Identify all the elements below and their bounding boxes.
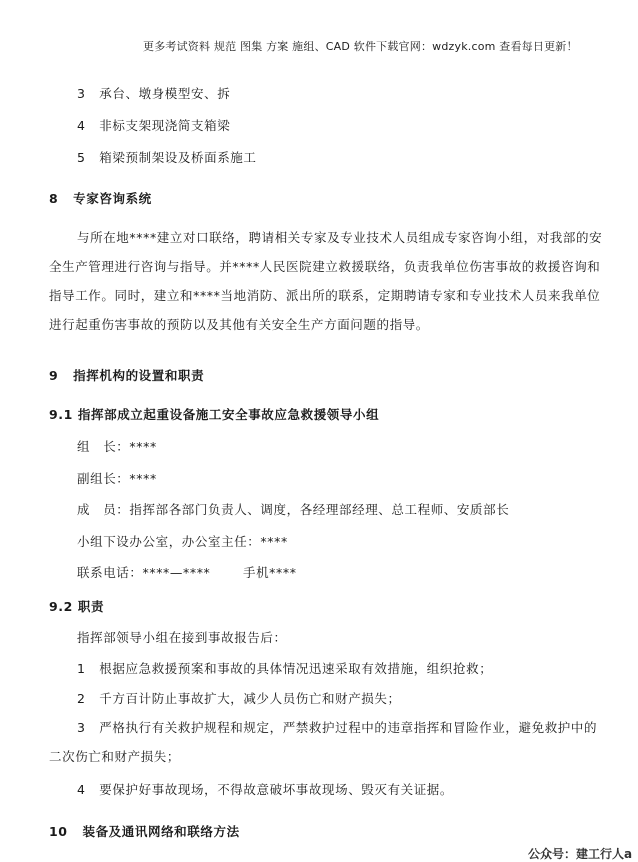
- leader-line: 组 长：****: [77, 439, 157, 454]
- list-item: [77, 148, 257, 166]
- list-text: 非标支架现浇简支箱梁: [99, 118, 231, 133]
- duty-number: 2: [77, 691, 86, 706]
- duty-item: [77, 689, 401, 707]
- duty-number: 4: [77, 782, 86, 797]
- phone-line: [77, 563, 297, 581]
- list-number: 5: [77, 150, 86, 165]
- section-10-heading: [49, 822, 240, 840]
- duties-intro: 指挥部领导小组在接到事故报告后：: [77, 630, 287, 645]
- section-8-heading: [49, 189, 152, 207]
- section-8-body: [49, 223, 606, 339]
- list-number: 3: [77, 86, 86, 101]
- section-9-heading: [49, 366, 204, 384]
- watermark: 公众号：建工行人a: [528, 847, 633, 861]
- section-title: 职责: [77, 599, 105, 614]
- list-item: [77, 116, 230, 134]
- section-title: 装备及通讯网络和联络方法: [82, 824, 240, 839]
- section-9-1-heading: [49, 405, 379, 423]
- members-line: 成 员：指挥部各部门负责人、调度，各经理部经理、总工程师、安质部长: [77, 502, 510, 517]
- duty-item: [77, 780, 453, 798]
- section-title: 专家咨询系统: [73, 191, 152, 206]
- phone-number: 联系电话：****—****: [77, 565, 211, 580]
- list-item: [77, 84, 230, 102]
- section-number: 9.2: [49, 599, 73, 614]
- section-title: 指挥部成立起重设备施工安全事故应急救援领导小组: [77, 407, 380, 422]
- duty-number: 1: [77, 661, 86, 676]
- section-number: 9.1: [49, 407, 73, 422]
- duty-number: 3: [77, 720, 86, 735]
- list-number: 4: [77, 118, 86, 133]
- office-line: 小组下设办公室，办公室主任：****: [77, 534, 288, 549]
- section-9-2-heading: [49, 597, 104, 615]
- list-text: 承台、墩身模型安、拆: [99, 86, 231, 101]
- duty-text: 严格执行有关救护规程和规定，严禁救护过程中的违章指挥和冒险作业，避免救护中的二次伤亡和财产损失；: [49, 720, 598, 764]
- section-number: 9: [49, 368, 59, 383]
- duty-text: 根据应急救援预案和事故的具体情况迅速采取有效措施，组织抢救；: [99, 661, 493, 676]
- duty-item: [77, 659, 492, 677]
- duty-text: 千方百计防止事故扩大，减少人员伤亡和财产损失；: [99, 691, 401, 706]
- section-number: 8: [49, 191, 59, 206]
- deputy-line: 副组长：****: [77, 471, 157, 486]
- section-8-paragraph: 与所在地****建立对口联络，聘请相关专家及专业技术人员组成专家咨询小组，对我部的安全生产管理进行咨询与指导。并****人民医院建立救援联络，负责我单位伤害事故的救援咨询和指导工作。同时，建立和****当地消防、派出所的联系，定期聘请专家和专业技术人员来我单位进行起重伤害事故的预防以及其他有关安全生产方面问题的指导。: [49, 230, 603, 332]
- section-title: 指挥机构的设置和职责: [73, 368, 205, 383]
- mobile-number: 手机****: [242, 565, 297, 580]
- duty-item: [49, 713, 606, 771]
- duty-text: 要保护好事故现场，不得故意破坏事故现场、毁灭有关证据。: [99, 782, 453, 797]
- list-text: 箱梁预制架设及桥面系施工: [99, 150, 257, 165]
- header-banner: 更多考试资料 规范 图集 方案 施组、CAD 软件下载官网：wdzyk.com 查看每日更新！: [143, 40, 578, 53]
- section-number: 10: [49, 824, 68, 839]
